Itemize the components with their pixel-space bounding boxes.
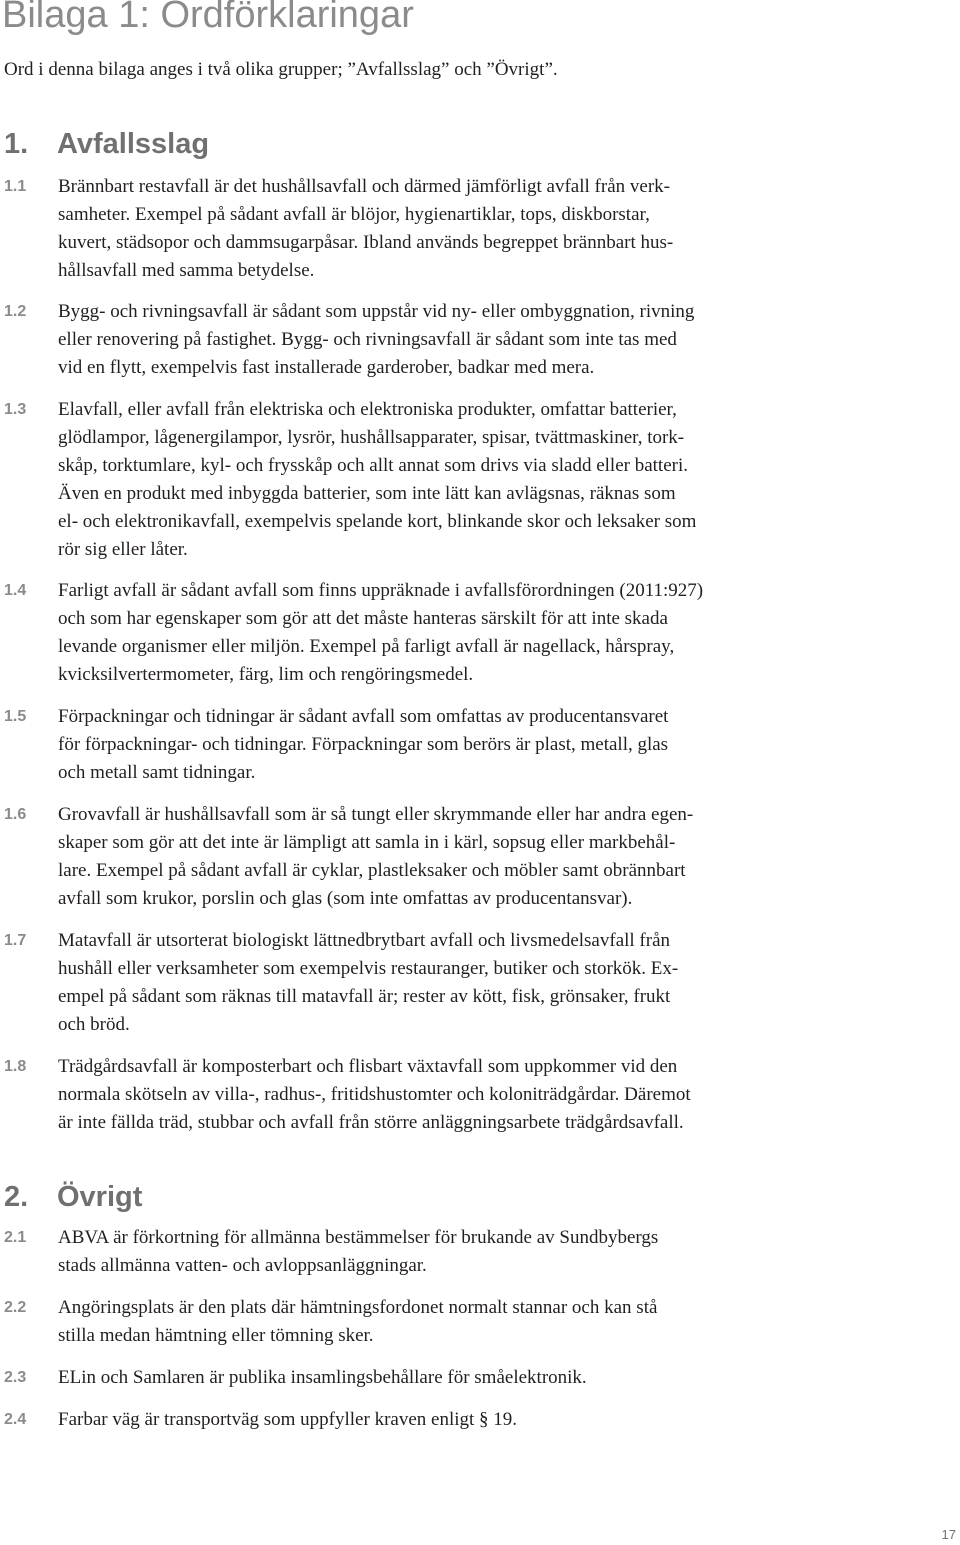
item-number: 1.6 [4, 806, 27, 823]
text-line: samheter. Exempel på sådant avfall är blöjor, hygienartiklar, tops, diskborstar, [58, 204, 650, 225]
text-line: levande organismer eller miljön. Exempel på farligt avfall är nagellack, hårspray, [58, 636, 675, 657]
definition-item [4, 801, 864, 913]
text-line: glödlampor, lågenergilampor, lysrör, hushållsapparater, spisar, tvättmaskiner, tork- [58, 427, 685, 448]
definition-item [4, 1294, 864, 1350]
section-heading-avfallsslag [4, 128, 209, 161]
page-title: Bilaga 1: Ordförklaringar [2, 0, 414, 36]
page-number: 17 [941, 1527, 956, 1542]
item-text [58, 1053, 858, 1137]
item-number: 2.4 [4, 1411, 27, 1428]
section-heading-ovrigt [4, 1181, 142, 1214]
text-line: normala skötseln av villa-, radhus-, fritidshustomter och koloniträdgårdar. Däremot [58, 1084, 691, 1105]
text-line: är inte fällda träd, stubbar och avfall från större anläggningsarbete trädgårdsavfall. [58, 1112, 684, 1133]
intro-text: Ord i denna bilaga anges i två olika grupper; ”Avfallsslag” och ”Övrigt”. [4, 59, 558, 80]
item-number: 1.2 [4, 303, 27, 320]
text-line: Matavfall är utsorterat biologiskt lättnedbrytbart avfall och livsmedelsavfall från [58, 930, 671, 951]
definition-item [4, 396, 864, 564]
text-line: eller renovering på fastighet. Bygg- och rivningsavfall är sådant som inte tas med [58, 329, 677, 350]
section-title: Avfallsslag [57, 128, 210, 160]
item-number: 1.7 [4, 932, 27, 949]
item-text [58, 1294, 858, 1350]
item-number: 1.4 [4, 582, 27, 599]
item-text [58, 577, 858, 689]
text-line: stads allmänna vatten- och avloppsanläggningar. [58, 1255, 427, 1276]
text-line: hushåll eller verksamheter som exempelvis restauranger, butiker och storkök. Ex- [58, 958, 679, 979]
item-number: 2.3 [4, 1369, 27, 1386]
text-line: Farligt avfall är sådant avfall som finns uppräknade i avfallsförordningen (2011:927) [58, 580, 704, 601]
text-line: Angöringsplats är den plats där hämtningsfordonet normalt stannar och kan stå [58, 1297, 658, 1318]
text-line: ABVA är förkortning för allmänna bestämmelser för brukande av Sundbybergs [58, 1227, 659, 1248]
section-number: 1. [4, 128, 29, 160]
text-line: Elavfall, eller avfall från elektriska och elektroniska produkter, omfattar batterier, [58, 399, 677, 420]
definition-item [4, 1406, 864, 1434]
item-number: 2.1 [4, 1229, 27, 1246]
text-line: Även en produkt med inbyggda batterier, som inte lätt kan avlägsnas, räknas som [58, 483, 676, 504]
item-text [58, 1224, 858, 1280]
text-line: el- och elektronikavfall, exempelvis spelande kort, blinkande skor och leksaker som [58, 511, 697, 532]
text-line: Trädgårdsavfall är komposterbart och flisbart växtavfall som uppkommer vid den [58, 1056, 678, 1077]
item-text [58, 703, 858, 787]
item-number: 1.5 [4, 708, 27, 725]
text-line: skaper som gör att det inte är lämpligt att samla in i kärl, sopsug eller markbehål- [58, 832, 676, 853]
text-line: Farbar väg är transportväg som uppfyller kraven enligt § 19. [58, 1409, 518, 1430]
item-number: 2.2 [4, 1299, 27, 1316]
section-title: Övrigt [57, 1181, 143, 1213]
text-line: lare. Exempel på sådant avfall är cyklar, plastleksaker och möbler samt obrännbart [58, 860, 686, 881]
definition-item [4, 173, 864, 285]
text-line: Brännbart restavfall är det hushållsavfall och därmed jämförligt avfall från verk- [58, 176, 670, 197]
item-text [58, 173, 858, 285]
item-text [58, 801, 858, 913]
definition-item [4, 577, 864, 689]
text-line: Grovavfall är hushållsavfall som är så tungt eller skrymmande eller har andra egen- [58, 804, 694, 825]
item-text [58, 396, 858, 564]
text-line: för förpackningar- och tidningar. Förpackningar som berörs är plast, metall, glas [58, 734, 669, 755]
item-number: 1.8 [4, 1058, 27, 1075]
text-line: ELin och Samlaren är publika insamlingsbehållare för småelektronik. [58, 1367, 587, 1388]
text-line: Bygg- och rivningsavfall är sådant som uppstår vid ny- eller ombyggnation, rivning [58, 301, 695, 322]
text-line: vid en flytt, exempelvis fast installerade garderober, badkar med mera. [58, 357, 595, 378]
item-text [58, 1406, 858, 1434]
text-line: avfall som krukor, porslin och glas (som inte omfattas av producentansvar). [58, 888, 633, 909]
item-number: 1.3 [4, 401, 27, 418]
item-text [58, 298, 858, 382]
definition-item [4, 1224, 864, 1280]
text-line: stilla medan hämtning eller tömning sker. [58, 1325, 374, 1346]
definition-item [4, 1364, 864, 1392]
text-line: och som har egenskaper som gör att det måste hanteras särskilt för att inte skada [58, 608, 668, 629]
definition-item [4, 1053, 864, 1137]
text-line: skåp, torktumlare, kyl- och frysskåp och allt annat som drivs via sladd eller batteri. [58, 455, 688, 476]
definition-item [4, 298, 864, 382]
item-text [58, 927, 858, 1039]
text-line: Förpackningar och tidningar är sådant avfall som omfattas av producentansvaret [58, 706, 669, 727]
text-line: och bröd. [58, 1014, 130, 1035]
section-number: 2. [4, 1181, 29, 1213]
definition-item [4, 703, 864, 787]
definition-item [4, 927, 864, 1039]
text-line: kvicksilvertermometer, färg, lim och rengöringsmedel. [58, 664, 474, 685]
text-line: empel på sådant som räknas till matavfall är; rester av kött, fisk, grönsaker, frukt [58, 986, 671, 1007]
text-line: kuvert, städsopor och dammsugarpåsar. Ibland används begreppet brännbart hus- [58, 232, 674, 253]
text-line: rör sig eller låter. [58, 539, 188, 560]
text-line: hållsavfall med samma betydelse. [58, 260, 315, 281]
item-number: 1.1 [4, 178, 27, 195]
text-line: och metall samt tidningar. [58, 762, 256, 783]
item-text [58, 1364, 858, 1392]
